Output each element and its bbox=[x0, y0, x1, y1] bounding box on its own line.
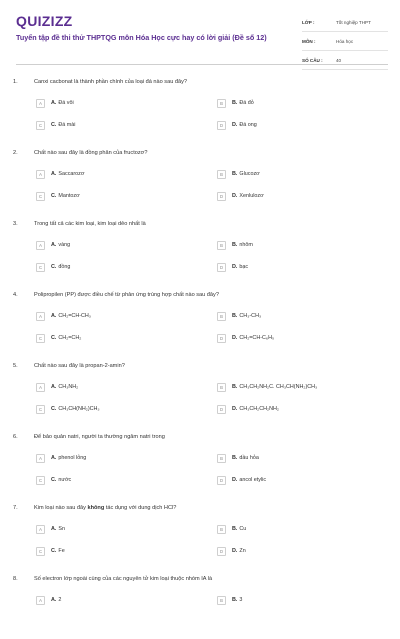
option-letter-box: C bbox=[36, 476, 45, 485]
option-letter-box: D bbox=[217, 263, 226, 272]
answer-option-d[interactable] bbox=[217, 120, 257, 130]
option-letter-box: C bbox=[36, 263, 45, 272]
meta-value: Hóa học bbox=[336, 38, 354, 44]
question-number: 8. bbox=[13, 576, 18, 582]
option-value: CH₃NH₂ bbox=[58, 384, 79, 390]
option-letter-box: B bbox=[217, 383, 226, 392]
question-text: Canxi cacbonat là thành phần chính của loại đá nào sau đây? bbox=[34, 79, 188, 85]
option-text bbox=[51, 313, 91, 319]
question-text-emphasis: không bbox=[87, 505, 105, 511]
question-item bbox=[0, 71, 400, 142]
option-value: vàng bbox=[58, 242, 71, 248]
answer-option-b[interactable] bbox=[217, 453, 259, 463]
option-value: Saccarozơ bbox=[58, 171, 85, 177]
option-key: C. bbox=[51, 548, 57, 554]
option-letter-box: A bbox=[36, 99, 45, 108]
answer-option-a[interactable] bbox=[36, 453, 86, 463]
meta-label: SỐ CÂU : bbox=[302, 57, 323, 63]
option-key: B. bbox=[232, 171, 238, 177]
question-text bbox=[34, 505, 176, 511]
question-number: 7. bbox=[13, 505, 18, 511]
option-letter-box: B bbox=[217, 99, 226, 108]
option-value: nhôm bbox=[239, 242, 253, 248]
option-text bbox=[232, 335, 274, 341]
question-item bbox=[0, 568, 400, 639]
answer-option-a[interactable] bbox=[36, 169, 84, 179]
option-letter-box: C bbox=[36, 192, 45, 201]
option-letter-box: B bbox=[217, 312, 226, 321]
option-value: CH₃-CH₃ bbox=[239, 313, 262, 319]
option-text bbox=[232, 122, 257, 128]
option-key: D. bbox=[232, 406, 238, 412]
option-letter-box: A bbox=[36, 170, 45, 179]
option-value: Fe bbox=[58, 548, 65, 554]
option-letter-box: C bbox=[36, 547, 45, 556]
option-letter-box: C bbox=[36, 405, 45, 414]
option-text bbox=[232, 193, 264, 199]
answer-option-b[interactable] bbox=[217, 98, 254, 108]
option-text bbox=[232, 597, 242, 603]
option-value: Cu bbox=[239, 526, 247, 532]
question-list bbox=[0, 71, 400, 639]
option-text bbox=[51, 548, 65, 554]
option-text bbox=[51, 384, 78, 390]
answer-option-b[interactable] bbox=[217, 595, 242, 605]
option-letter-box: A bbox=[36, 312, 45, 321]
option-value: CH₂=CH₂ bbox=[58, 335, 82, 341]
question-text: Trong tất cả các kim loại, kim loại dẻo nhất là bbox=[34, 221, 146, 227]
meta-row-subject bbox=[302, 32, 388, 51]
option-text bbox=[51, 477, 71, 483]
option-letter-box: B bbox=[217, 525, 226, 534]
answer-option-d[interactable] bbox=[217, 333, 274, 343]
answer-option-d[interactable] bbox=[217, 546, 246, 556]
question-text: Chất nào sau đây là đồng phân của fructozơ? bbox=[34, 150, 148, 156]
answer-option-a[interactable] bbox=[36, 240, 70, 250]
option-key: A. bbox=[51, 526, 57, 532]
answer-option-b[interactable] bbox=[217, 169, 260, 179]
worksheet-title: Tuyển tập đề thi thử THPTQG môn Hóa Học cực hay có lời giải (Đề số 12) bbox=[16, 33, 267, 42]
option-letter-box: A bbox=[36, 525, 45, 534]
answer-option-b[interactable] bbox=[217, 524, 246, 534]
option-value: Đá ong bbox=[239, 122, 257, 128]
option-key: B. bbox=[232, 100, 238, 106]
option-key: A. bbox=[51, 384, 57, 390]
option-value: Đá vôi bbox=[58, 100, 74, 106]
option-value: CH₃CH₂CH₂NH₂ bbox=[239, 406, 280, 412]
answer-option-c[interactable] bbox=[36, 475, 71, 485]
option-key: A. bbox=[51, 455, 57, 461]
answer-option-b[interactable] bbox=[217, 382, 317, 392]
option-letter-box: A bbox=[36, 383, 45, 392]
option-text bbox=[51, 100, 74, 106]
worksheet-meta bbox=[302, 13, 388, 70]
option-value: 2 bbox=[58, 597, 62, 603]
answer-option-d[interactable] bbox=[217, 191, 264, 201]
option-key: B. bbox=[232, 242, 238, 248]
question-number: 1. bbox=[13, 79, 18, 85]
question-text: Chất nào sau đây là propan-2-amin? bbox=[34, 363, 125, 369]
option-text bbox=[232, 264, 248, 270]
option-key: B. bbox=[232, 455, 238, 461]
question-item bbox=[0, 426, 400, 497]
option-text bbox=[232, 406, 279, 412]
option-key: C. bbox=[51, 193, 57, 199]
option-letter-box: C bbox=[36, 121, 45, 130]
answer-option-d[interactable] bbox=[217, 262, 248, 272]
quizizz-logo: QUIZIZZ bbox=[16, 13, 73, 29]
option-text bbox=[232, 384, 317, 390]
option-key: D. bbox=[232, 477, 238, 483]
option-text bbox=[232, 242, 253, 248]
answer-option-c[interactable] bbox=[36, 546, 65, 556]
option-value: Đá mài bbox=[58, 122, 76, 128]
answer-option-d[interactable] bbox=[217, 475, 266, 485]
option-key: C. bbox=[51, 335, 57, 341]
option-value: dầu hỏa bbox=[239, 455, 259, 461]
option-value: Glucozơ bbox=[239, 171, 260, 177]
option-value: Sn bbox=[58, 526, 65, 532]
meta-label: MÔN : bbox=[302, 38, 316, 44]
answer-option-c[interactable] bbox=[36, 120, 75, 130]
option-value: CH₂=CH-C₆H₅ bbox=[239, 335, 275, 341]
question-item bbox=[0, 284, 400, 355]
option-text bbox=[51, 335, 81, 341]
answer-option-d[interactable] bbox=[217, 404, 279, 414]
option-letter-box: D bbox=[217, 547, 226, 556]
option-key: C. bbox=[51, 406, 57, 412]
meta-value: Tốt nghiệp THPT bbox=[336, 19, 371, 25]
option-key: D. bbox=[232, 335, 238, 341]
option-key: D. bbox=[232, 548, 238, 554]
option-value: 3 bbox=[239, 597, 243, 603]
option-text bbox=[51, 455, 86, 461]
question-number: 2. bbox=[13, 150, 18, 156]
option-key: B. bbox=[232, 597, 238, 603]
option-value: CH₃CH(NH₂)CH₃ bbox=[58, 406, 100, 412]
option-letter-box: D bbox=[217, 405, 226, 414]
answer-option-a[interactable] bbox=[36, 595, 61, 605]
option-letter-box: B bbox=[217, 170, 226, 179]
option-letter-box: B bbox=[217, 241, 226, 250]
option-key: C. bbox=[51, 477, 57, 483]
answer-option-b[interactable] bbox=[217, 311, 261, 321]
question-text: Polipropilen (PP) được điều chế từ phản ứng trùng hợp chất nào sau đây? bbox=[34, 292, 219, 298]
option-value: Mantozơ bbox=[58, 193, 80, 199]
question-text-part: Kim loại nào sau đây bbox=[34, 505, 88, 511]
option-key: B. bbox=[232, 384, 238, 390]
option-letter-box: D bbox=[217, 476, 226, 485]
header-divider bbox=[16, 64, 388, 65]
option-key: B. bbox=[232, 526, 238, 532]
question-item bbox=[0, 213, 400, 284]
option-value: nước bbox=[58, 477, 72, 483]
option-value: CH₂=CH-CH₃ bbox=[58, 313, 91, 319]
option-text bbox=[51, 406, 100, 412]
option-letter-box: A bbox=[36, 454, 45, 463]
answer-option-c[interactable] bbox=[36, 333, 81, 343]
answer-option-c[interactable] bbox=[36, 404, 100, 414]
option-text bbox=[51, 242, 70, 248]
option-key: B. bbox=[232, 313, 238, 319]
option-text bbox=[51, 193, 80, 199]
option-text bbox=[232, 526, 246, 532]
option-key: A. bbox=[51, 171, 57, 177]
meta-value: 40 bbox=[336, 57, 342, 63]
meta-row-question-count bbox=[302, 51, 388, 70]
option-text bbox=[232, 455, 259, 461]
question-number: 5. bbox=[13, 363, 18, 369]
answer-option-c[interactable] bbox=[36, 191, 80, 201]
question-item bbox=[0, 497, 400, 568]
option-letter-box: B bbox=[217, 596, 226, 605]
option-key: A. bbox=[51, 313, 57, 319]
meta-label: LỚP : bbox=[302, 19, 315, 25]
option-value: Zn bbox=[239, 548, 246, 554]
option-value: Đá đỏ bbox=[239, 100, 254, 106]
option-text bbox=[232, 100, 254, 106]
option-letter-box: A bbox=[36, 241, 45, 250]
option-value: phenol lỏng bbox=[58, 455, 87, 461]
option-text bbox=[232, 313, 261, 319]
question-text-part: tác dụng với dung dịch HCl? bbox=[104, 505, 177, 511]
question-item bbox=[0, 142, 400, 213]
option-key: C. bbox=[51, 264, 57, 270]
option-value: đồng bbox=[58, 264, 71, 270]
question-number: 3. bbox=[13, 221, 18, 227]
question-text: Để bảo quản natri, người ta thường ngâm natri trong bbox=[34, 434, 165, 440]
option-letter-box: D bbox=[217, 121, 226, 130]
option-key: D. bbox=[232, 264, 238, 270]
option-key: A. bbox=[51, 242, 57, 248]
option-text bbox=[51, 526, 65, 532]
option-text bbox=[51, 171, 84, 177]
answer-option-a[interactable] bbox=[36, 311, 91, 321]
meta-row-grade bbox=[302, 13, 388, 32]
option-value: CH₃CH₂NH₂C. CH₃CH(NH₂)CH₃ bbox=[239, 384, 318, 390]
option-value: Xenlulozơ bbox=[239, 193, 264, 199]
question-number: 4. bbox=[13, 292, 18, 298]
option-text bbox=[232, 548, 246, 554]
answer-option-a[interactable] bbox=[36, 98, 74, 108]
question-number: 6. bbox=[13, 434, 18, 440]
option-key: D. bbox=[232, 193, 238, 199]
option-text bbox=[51, 597, 61, 603]
option-text bbox=[232, 171, 260, 177]
option-value: bạc bbox=[239, 264, 249, 270]
answer-option-b[interactable] bbox=[217, 240, 253, 250]
answer-option-c[interactable] bbox=[36, 262, 70, 272]
option-letter-box: D bbox=[217, 192, 226, 201]
option-letter-box: A bbox=[36, 596, 45, 605]
option-letter-box: D bbox=[217, 334, 226, 343]
question-item bbox=[0, 355, 400, 426]
option-key: D. bbox=[232, 122, 238, 128]
option-text bbox=[51, 264, 70, 270]
option-key: A. bbox=[51, 100, 57, 106]
option-text bbox=[232, 477, 266, 483]
answer-option-a[interactable] bbox=[36, 524, 65, 534]
question-text: Số electron lớp ngoài cùng của các nguyên tử kim loại thuộc nhóm IA là bbox=[34, 576, 213, 582]
option-text bbox=[51, 122, 75, 128]
option-key: A. bbox=[51, 597, 57, 603]
option-value: ancol etylic bbox=[239, 477, 267, 483]
option-letter-box: C bbox=[36, 334, 45, 343]
option-key: C. bbox=[51, 122, 57, 128]
option-letter-box: B bbox=[217, 454, 226, 463]
answer-option-a[interactable] bbox=[36, 382, 78, 392]
